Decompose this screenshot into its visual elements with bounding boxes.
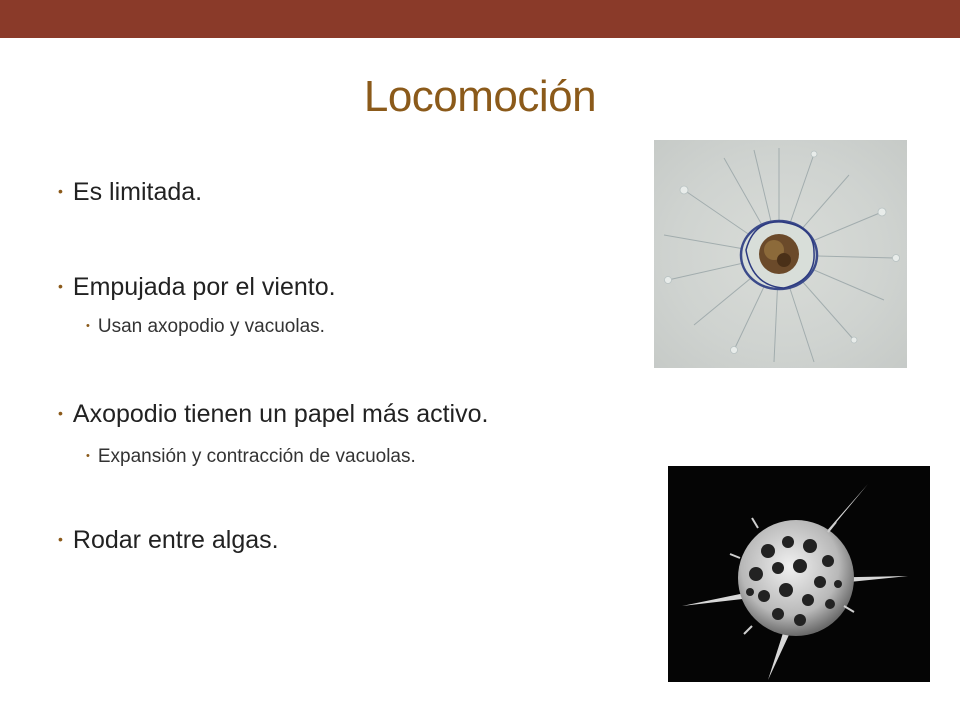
bullet-item (58, 178, 202, 207)
bullet-dot-icon: • (58, 531, 63, 547)
bullet-dot-icon: • (86, 320, 90, 332)
bullet-text: Es limitada. (72, 178, 203, 206)
bullet-text: Empujada por el viento. (72, 273, 336, 301)
bullet-item (58, 526, 279, 555)
bullet-item (58, 273, 336, 302)
sub-bullet-item (86, 316, 325, 338)
bullet-dot-icon: • (86, 450, 90, 462)
sub-bullet-text: Expansión y contracción de vacuolas. (97, 446, 416, 467)
bullet-dot-icon: • (58, 278, 63, 294)
radiolarian-axopod-illustration (654, 140, 907, 368)
sub-bullet-text: Usan axopodio y vacuolas. (97, 316, 325, 337)
radiolarian-axopod-image (654, 140, 907, 368)
radiolarian-skeleton-illustration (668, 466, 930, 682)
bullet-dot-icon: • (58, 183, 63, 199)
top-accent-band (0, 0, 960, 38)
bullet-text: Axopodio tienen un papel más activo. (72, 400, 489, 428)
bullet-dot-icon: • (58, 405, 63, 421)
bullet-item (58, 400, 488, 429)
radiolarian-skeleton-image (668, 466, 930, 682)
slide-title: Locomoción (363, 72, 597, 121)
bullet-text: Rodar entre algas. (72, 526, 279, 554)
sub-bullet-item (86, 446, 416, 468)
